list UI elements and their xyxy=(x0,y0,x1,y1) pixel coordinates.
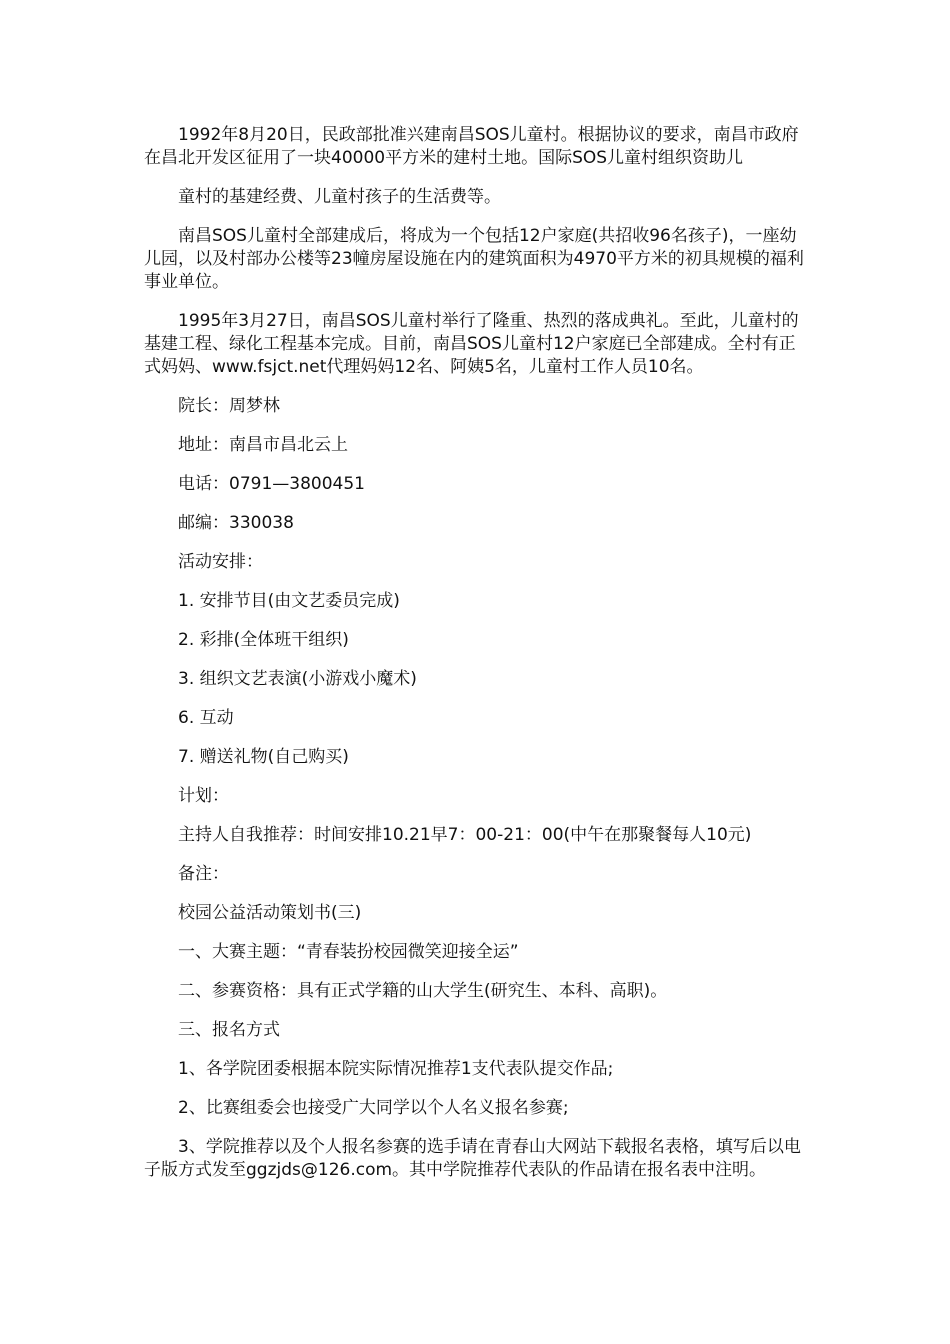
section-title: 校园公益活动策划书(三) xyxy=(178,903,362,923)
paragraph-sos-founding: 1992年8月20日，民政部批准兴建南昌SOS儿童村。根据协议的要求，南昌市政府在昌北开发区征用了一块40000平方米的建村土地。国际SOS儿童村组织资助儿 xyxy=(144,125,799,168)
registration-item: 1、各学院团委根据本院实际情况推荐1支代表队提交作品; xyxy=(178,1059,614,1079)
host-schedule-line: 主持人自我推荐：时间安排10.21早7：00-21：00(中午在那聚餐每人10元) xyxy=(178,825,752,845)
activity-item: 1. 安排节目(由文艺委员完成) xyxy=(178,591,400,611)
registration-heading: 三、报名方式 xyxy=(178,1020,280,1040)
paragraph-ceremony: 1995年3月27日，南昌SOS儿童村举行了隆重、热烈的落成典礼。至此，儿童村的基建工程、绿化工程基本完成。目前，南昌SOS儿童村12户家庭已全部建成。全村有正式妈妈、www.fsjct.net代理妈妈12名、阿姨5名，儿童村工作人员10名。 xyxy=(144,311,799,377)
eligibility-line: 二、参赛资格：具有正式学籍的山大学生(研究生、本科、高职)。 xyxy=(178,981,668,1001)
address-line: 地址：南昌市昌北云上 xyxy=(178,435,348,455)
activity-heading: 活动安排： xyxy=(178,552,263,572)
document-body xyxy=(144,124,812,1198)
phone-line: 电话：0791—3800451 xyxy=(178,474,365,494)
registration-item: 3、学院推荐以及个人报名参赛的选手请在青春山大网站下载报名表格，填写后以电子版方式发至ggzjds@126.com。其中学院推荐代表队的作品请在报名表中注明。 xyxy=(144,1137,801,1180)
paragraph-funding: 童村的基建经费、儿童村孩子的生活费等。 xyxy=(178,187,501,207)
activity-item: 2. 彩排(全体班干组织) xyxy=(178,630,349,650)
paragraph-village-scale: 南昌SOS儿童村全部建成后，将成为一个包括12户家庭(共招收96名孩子)，一座幼儿园，以及村部办公楼等23幢房屋设施在内的建筑面积为4970平方米的初具规模的福利事业单位。 xyxy=(144,226,804,292)
postcode-line: 邮编：330038 xyxy=(178,513,294,533)
registration-item: 2、比赛组委会也接受广大同学以个人名义报名参赛; xyxy=(178,1098,569,1118)
activity-item: 7. 赠送礼物(自己购买) xyxy=(178,747,349,767)
plan-heading: 计划： xyxy=(178,786,229,806)
remarks-heading: 备注： xyxy=(178,864,229,884)
director-line: 院长：周梦林 xyxy=(178,396,280,416)
activity-item: 3. 组织文艺表演(小游戏小魔术) xyxy=(178,669,417,689)
contest-theme: 一、大赛主题：“青春装扮校园微笑迎接全运” xyxy=(178,942,519,962)
activity-item: 6. 互动 xyxy=(178,708,234,728)
